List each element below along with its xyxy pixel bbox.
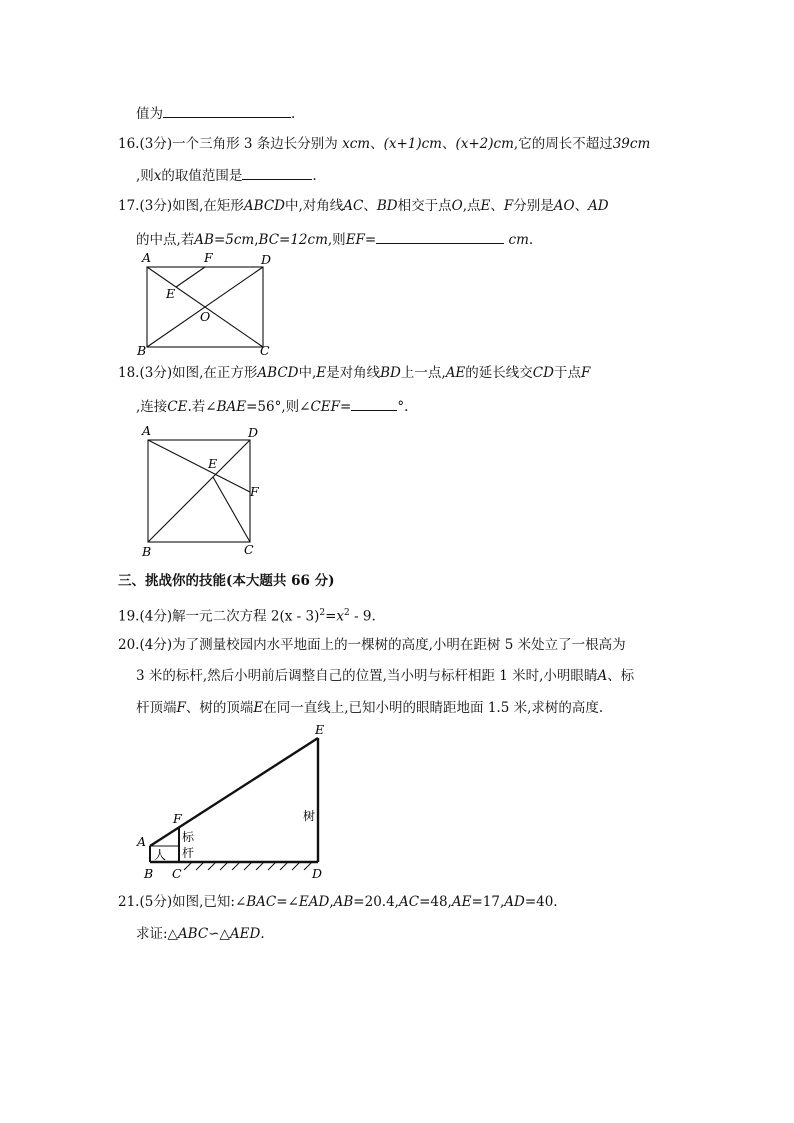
q20-figure — [132, 722, 332, 884]
q17-label-o: O — [200, 309, 211, 324]
q19-line — [118, 604, 376, 626]
q21-ae: AE — [451, 894, 472, 910]
q18-label-a: A — [142, 423, 152, 438]
q19-eq: = — [325, 608, 337, 625]
q19-tail: - 9. — [349, 608, 376, 625]
q20-label-tree: 树 — [303, 809, 316, 823]
q17-text4: ,点 — [462, 198, 481, 214]
q17-line1 — [118, 197, 609, 215]
q17-answer-blank[interactable] — [376, 229, 504, 244]
q20-line2-a: 3 米的标杆,然后小明前后调整自己的位置,当小明与标杆相距 1 米时,小明眼睛 — [136, 668, 598, 684]
q17-seg-ao: AO — [553, 198, 575, 214]
q17-text1: 如图,在矩形 — [172, 198, 244, 214]
q16-line2-prefix: ,则 — [136, 168, 154, 184]
q18-text5: 的延长线交 — [465, 365, 533, 381]
q17-diag2: BD — [376, 198, 398, 214]
q21-v2: =48, — [419, 894, 452, 910]
q18-bd: BD — [380, 365, 401, 381]
q20-label-c: C — [172, 866, 182, 881]
q17-end: . — [528, 232, 534, 248]
q18-text1: 如图,在正方形 — [172, 365, 258, 381]
q18-label-e: E — [208, 456, 218, 471]
q20-line2-b: 、标 — [607, 668, 635, 684]
q17-score: (3分) — [139, 198, 173, 214]
q15-end: . — [291, 106, 296, 122]
q17-label-c: C — [260, 343, 270, 358]
q18-line1 — [118, 364, 590, 382]
q16-end: . — [312, 168, 317, 184]
q19-exp2: 2 — [344, 608, 350, 618]
q21-bac: BAC — [246, 894, 277, 910]
q18-bae: BAE — [216, 399, 247, 415]
q17-line2-a: 的中点,若 — [136, 232, 195, 248]
q18-text3: 是对角线 — [326, 365, 381, 381]
q17-label-f: F — [204, 250, 213, 265]
q17-line2-b: , — [254, 232, 259, 248]
q18-square: ABCD — [257, 365, 299, 381]
q18-end: . — [404, 399, 409, 415]
q21-sim: ∽△ — [208, 926, 230, 942]
q18-text4: 上一点, — [400, 365, 446, 381]
q17-sep2: 、 — [490, 198, 504, 214]
q16-sep1: 、 — [370, 136, 384, 152]
q18-text2: 中, — [298, 365, 317, 381]
q17-label-d: D — [261, 252, 272, 267]
q16-score: (3分) — [139, 136, 173, 152]
q18-label-d: D — [248, 425, 259, 440]
q16-len2: (x+1)cm — [383, 136, 442, 152]
q18-score: (3分) — [139, 365, 173, 381]
q20-point-e: E — [253, 700, 264, 716]
q17-segment-ef — [176, 267, 205, 287]
q20-line3-b: 、树的顶端 — [185, 700, 254, 716]
q20-line1 — [118, 636, 626, 654]
q17-label-e: E — [166, 286, 176, 301]
q20-label-e: E — [315, 722, 325, 737]
q17-ef: EF= — [345, 232, 377, 248]
q21-aed: AED — [229, 926, 261, 942]
q17-figure — [132, 248, 282, 360]
q18-line2-b: .若∠ — [187, 399, 217, 415]
section3-title: 三、挑战你的技能(本大题共 66 分) — [118, 573, 335, 589]
q17-text3: 相交于点 — [397, 198, 452, 214]
q17-bc: BC=12cm — [258, 232, 328, 248]
q20-label-d: D — [312, 866, 323, 881]
q19-exp1: 2 — [319, 608, 326, 618]
q17-point-e: E — [480, 198, 491, 214]
q21-score: (5分) — [139, 894, 173, 910]
q20-ground-hatch — [184, 862, 312, 870]
q21-eq1: =∠ — [276, 894, 299, 910]
q17-rect: ABCD — [243, 198, 285, 214]
q16-line2-text: 的取值范围是 — [161, 168, 243, 184]
q15-text: 值为 — [136, 106, 163, 122]
q21-v4: =40. — [524, 894, 558, 910]
q20-point-f: F — [176, 700, 186, 716]
q20-point-a: A — [597, 668, 608, 684]
q18-label-f: F — [250, 484, 259, 499]
q18-line-af — [148, 440, 250, 492]
q18-deg: ° — [397, 399, 405, 415]
q16-text2: ,它的周长不超过 — [513, 136, 613, 152]
q17-text5: 分别是 — [513, 198, 554, 214]
q21-number: 21. — [118, 894, 140, 910]
q20-line3-c: 在同一直线上,已知小明的眼睛距地面 1.5 米,求树的高度. — [263, 700, 604, 716]
q16-sep2: 、 — [441, 136, 456, 152]
q21-line1 — [118, 893, 558, 911]
q18-label-c: C — [244, 542, 254, 557]
q20-line3-a: 杆顶端 — [136, 700, 177, 716]
q20-label-f: F — [173, 811, 182, 826]
q16-text: 一个三角形 3 条边长分别为 — [172, 136, 338, 152]
q17-diag1: AC — [343, 198, 364, 214]
q18-number: 18. — [118, 365, 140, 381]
q20-label-b: B — [144, 866, 154, 881]
q20-label-pole1: 标 — [182, 830, 195, 844]
q18-line2-d: = — [340, 399, 352, 415]
q17-seg-ad: AD — [588, 198, 609, 214]
q18-cef: CEF — [310, 399, 341, 415]
q21-line2 — [136, 925, 265, 943]
q21-v1: =20.4, — [353, 894, 399, 910]
q20-line1-text: 为了测量校园内水平地面上的一棵树的高度,小明在距树 5 米处立了一根高为 — [172, 637, 626, 653]
q17-number: 17. — [118, 198, 140, 214]
q18-line-ce — [213, 477, 250, 542]
q21-ab: AB — [333, 894, 354, 910]
q18-cd: CD — [532, 365, 554, 381]
q20-number: 20. — [118, 637, 140, 653]
q19-score: (4分) — [139, 608, 173, 625]
q21-proof: 求证:△ — [136, 926, 178, 942]
q21-v3: =17, — [471, 894, 505, 910]
q18-point-e: E — [316, 365, 327, 381]
q16-var: x — [153, 168, 162, 184]
q20-line3 — [136, 699, 603, 717]
q17-sep3: 、 — [574, 198, 589, 214]
q17-label-a: A — [142, 250, 152, 265]
q17-point-o: O — [451, 198, 463, 214]
q17-unit: cm — [508, 232, 529, 248]
q20-line2 — [136, 667, 634, 685]
q18-figure — [136, 420, 268, 560]
q21-ad: AD — [504, 894, 525, 910]
q18-answer-blank[interactable] — [351, 396, 397, 411]
q16-answer-blank[interactable] — [242, 165, 312, 180]
q20-label-person: 人 — [154, 848, 167, 862]
q18-line2 — [136, 396, 408, 416]
q17-text2: 中,对角线 — [284, 198, 344, 214]
q18-text6: 于点 — [553, 365, 581, 381]
q15-answer-blank[interactable] — [163, 103, 291, 118]
q19-x: x — [336, 608, 345, 625]
q19-number: 19. — [118, 608, 140, 625]
q17-sep: 、 — [363, 198, 377, 214]
q16-len3: (x+2)cm — [455, 136, 514, 152]
q21-text1: 如图,已知:∠ — [172, 894, 247, 910]
q18-ce: CE — [167, 399, 188, 415]
q15-line — [136, 103, 295, 123]
q18-line2-a: ,连接 — [136, 399, 168, 415]
q17-line2 — [136, 229, 533, 249]
q18-ae: AE — [445, 365, 466, 381]
q16-number: 16. — [118, 136, 140, 152]
q17-point-f: F — [503, 198, 514, 214]
q16-len1: xcm — [342, 136, 371, 152]
q16-line1 — [118, 135, 650, 153]
q18-point-f: F — [580, 365, 591, 381]
q17-label-b: B — [137, 343, 147, 358]
q21-end: . — [260, 926, 265, 942]
q21-c1: , — [329, 894, 334, 910]
q21-ac: AC — [398, 894, 420, 910]
q21-ead: EAD — [298, 894, 330, 910]
q19-text: 解一元二次方程 2(x - 3) — [172, 608, 320, 625]
q20-score: (4分) — [139, 637, 173, 653]
q18-diagonal-bd — [148, 440, 250, 542]
q17-line2-c: ,则 — [327, 232, 346, 248]
q18-label-b: B — [142, 544, 152, 559]
q18-line2-c: =56°,则∠ — [246, 399, 311, 415]
q20-sight-line — [150, 738, 318, 846]
q16-limit: 39cm — [612, 136, 651, 152]
q20-label-pole2: 杆 — [182, 846, 195, 860]
q20-label-a: A — [137, 834, 147, 849]
q21-abc: ABC — [177, 926, 209, 942]
q16-line2 — [136, 165, 317, 185]
q17-ab: AB=5cm — [194, 232, 255, 248]
